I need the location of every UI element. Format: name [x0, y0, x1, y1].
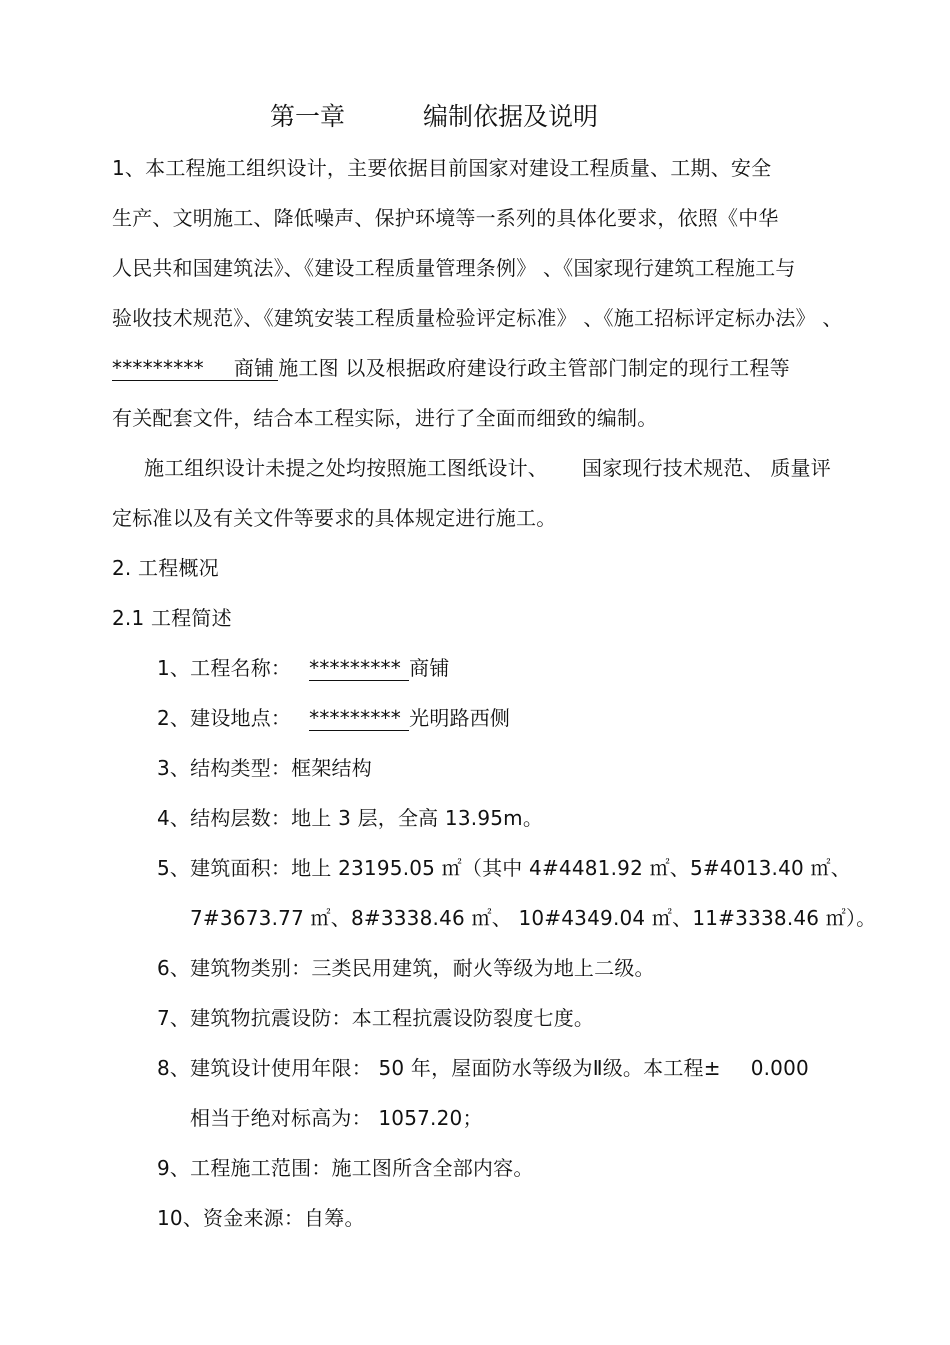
para2-line-1a: 施工组织设计未提之处均按照施工图纸设计、 [144, 456, 548, 480]
item-1-label: 1、工程名称： [157, 656, 292, 680]
item-2-label: 2、建设地点： [157, 706, 292, 730]
chapter-title [270, 102, 598, 132]
intro-line-2: 生产、文明施工、降低噪声、保护环境等一系列的具体化要求，依照《中华 [112, 206, 779, 230]
item-7: 7、建筑物抗震设防：本工程抗震设防裂度七度。 [157, 1006, 595, 1030]
para2-line-2: 定标准以及有关文件等要求的具体规定进行施工。 [112, 506, 557, 530]
intro-line-1: 1、本工程施工组织设计，主要依据目前国家对建设工程质量、工期、安全 [112, 156, 772, 180]
item-2-value: 光明路西侧 [409, 706, 511, 730]
item-9: 9、工程施工范围：施工图所含全部内容。 [157, 1156, 534, 1180]
project-mask-underlined [112, 356, 278, 381]
intro-line-5 [112, 356, 790, 381]
intro-line-4: 验收技术规范》、《建筑安装工程质量检验评定标准》 、《施工招标评定标办法》 、 [112, 306, 843, 330]
item-8-elevation-zero: 0.000 [750, 1056, 809, 1080]
masked-project-name: ********* [112, 356, 204, 380]
item-5-line-1: 5、建筑面积：地上 23195.05 ㎡（其中 4#4481.92 ㎡、5#4013.40 ㎡、 [157, 856, 851, 880]
item-8-line-1 [157, 1056, 809, 1080]
intro-line-5-rest: 施工图 以及根据政府建设行政主管部门制定的现行工程等 [278, 356, 790, 380]
item-8-line-2: 相当于绝对标高为： 1057.20； [190, 1106, 483, 1130]
section-subheading: 2.1 工程简述 [112, 606, 232, 630]
section-heading: 2. 工程概况 [112, 556, 219, 580]
item-4: 4、结构层数：地上 3 层，全高 13.95m。 [157, 806, 544, 830]
para2-line-1 [144, 456, 831, 480]
para2-line-1b: 国家现行技术规范、 质量评 [582, 456, 831, 480]
item-1-mask: ********* [309, 656, 409, 681]
item-2 [157, 706, 510, 731]
item-3: 3、结构类型：框架结构 [157, 756, 372, 780]
item-2-mask: ********* [309, 706, 409, 731]
item-8-text: 8、建筑设计使用年限： 50 年，屋面防水等级为Ⅱ级。本工程± [157, 1056, 721, 1080]
item-1 [157, 656, 450, 681]
item-6: 6、建筑物类别：三类民用建筑，耐火等级为地上二级。 [157, 956, 655, 980]
item-5-line-2: 7#3673.77 ㎡、8#3338.46 ㎡、 10#4349.04 ㎡、11#3338.46 ㎡）。 [190, 906, 877, 930]
chapter-name: 编制依据及说明 [423, 102, 599, 131]
item-10: 10、资金来源：自筹。 [157, 1206, 365, 1230]
chapter-number: 第一章 [270, 102, 346, 131]
intro-line-3: 人民共和国建筑法》、《建设工程质量管理条例》 、《国家现行建筑工程施工与 [112, 256, 796, 280]
item-1-value: 商铺 [409, 656, 450, 680]
intro-line-6: 有关配套文件，结合本工程实际，进行了全面而细致的编制。 [112, 406, 658, 430]
project-name-text: 商铺 [233, 356, 275, 380]
